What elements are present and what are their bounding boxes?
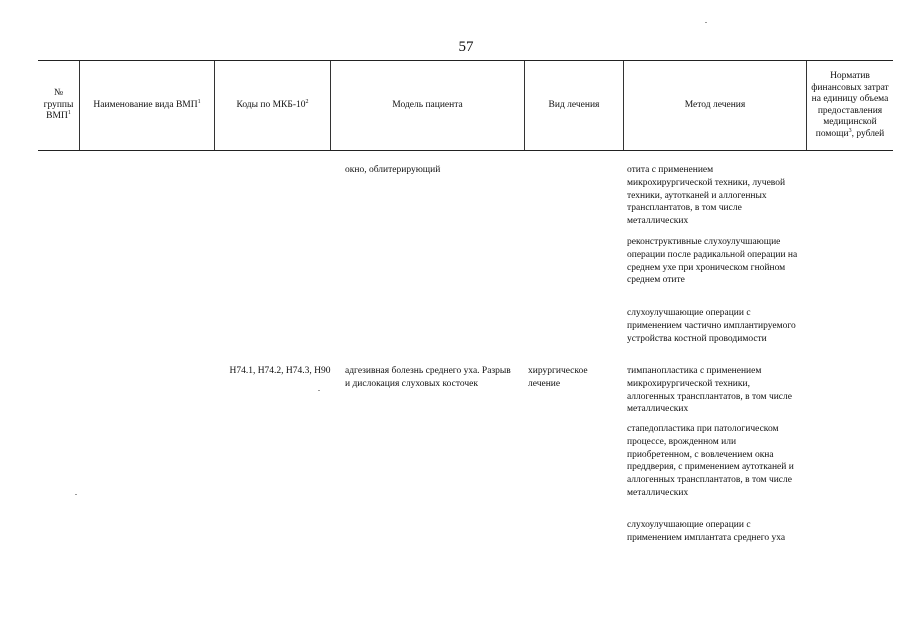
table-header [38,60,893,151]
header-norm-cost [807,61,893,150]
header-vmp-name [80,61,214,150]
footnote-mark: 1 [197,98,201,105]
scan-speck [75,494,77,495]
header-group-number [38,61,79,150]
treatment-type-cell: хирургическое лечение [528,366,588,389]
header-treatment-method: Метод лечения [684,99,746,110]
page-number: 57 [458,39,474,55]
header-patient-model: Модель пациента [392,99,463,110]
header-norm-cost-suffix: , рублей [851,128,885,139]
header-vmp-name-text: Наименование вида ВМП [93,99,198,110]
patient-model-cell: адгезивная болезнь среднего уха. Разрыв и дислокация слуховых косточек [345,366,511,389]
patient-model-continuation: окно, облитерирующий [345,165,441,175]
header-mkb-codes-text: Коды по МКБ-10 [236,99,306,110]
footnote-mark: 3 [848,127,852,134]
scan-speck [705,22,707,23]
header-norm-cost-text: Норматив финансовых затрат на единицу объема предоставления медицинской помощи [811,71,889,139]
treatment-method-item: тимпанопластика с применением микрохирургической техники, аллогенных трансплантатов, в том числе металлических [627,366,792,415]
header-mkb-codes [215,61,330,150]
header-treatment-type: Вид лечения [548,99,600,110]
treatment-method-item: слухоулучшающие операции с применением имплантата среднего уха [627,520,786,543]
treatment-method-item: слухоулучшающие операции с применением частично имплантируемого устройства костной проводимости [627,308,796,344]
header-group-number-text: № группы ВМП [43,88,74,122]
footnote-mark: 1 [67,110,71,117]
footnote-mark: 2 [305,98,309,105]
treatment-method-item: стапедопластика при патологическом процессе, врожденном или приобретенном, с вовлечением окна преддверия, с применением аутотканей и аллогенных трансплантатов, в том числе металлических [627,424,794,498]
treatment-method-item: реконструктивные слухоулучшающие операции после радикальной операции на среднем ухе при хроническом гнойном среднем отите [627,237,798,286]
treatment-method-item: отита с применением микрохирургической техники, лучевой техники, аутотканей и аллогенных трансплантатов, в том числе металлических [627,165,786,227]
scan-speck [318,390,320,391]
mkb-codes-cell: H74.1, H74.2, H74.3, H90 [229,366,331,376]
